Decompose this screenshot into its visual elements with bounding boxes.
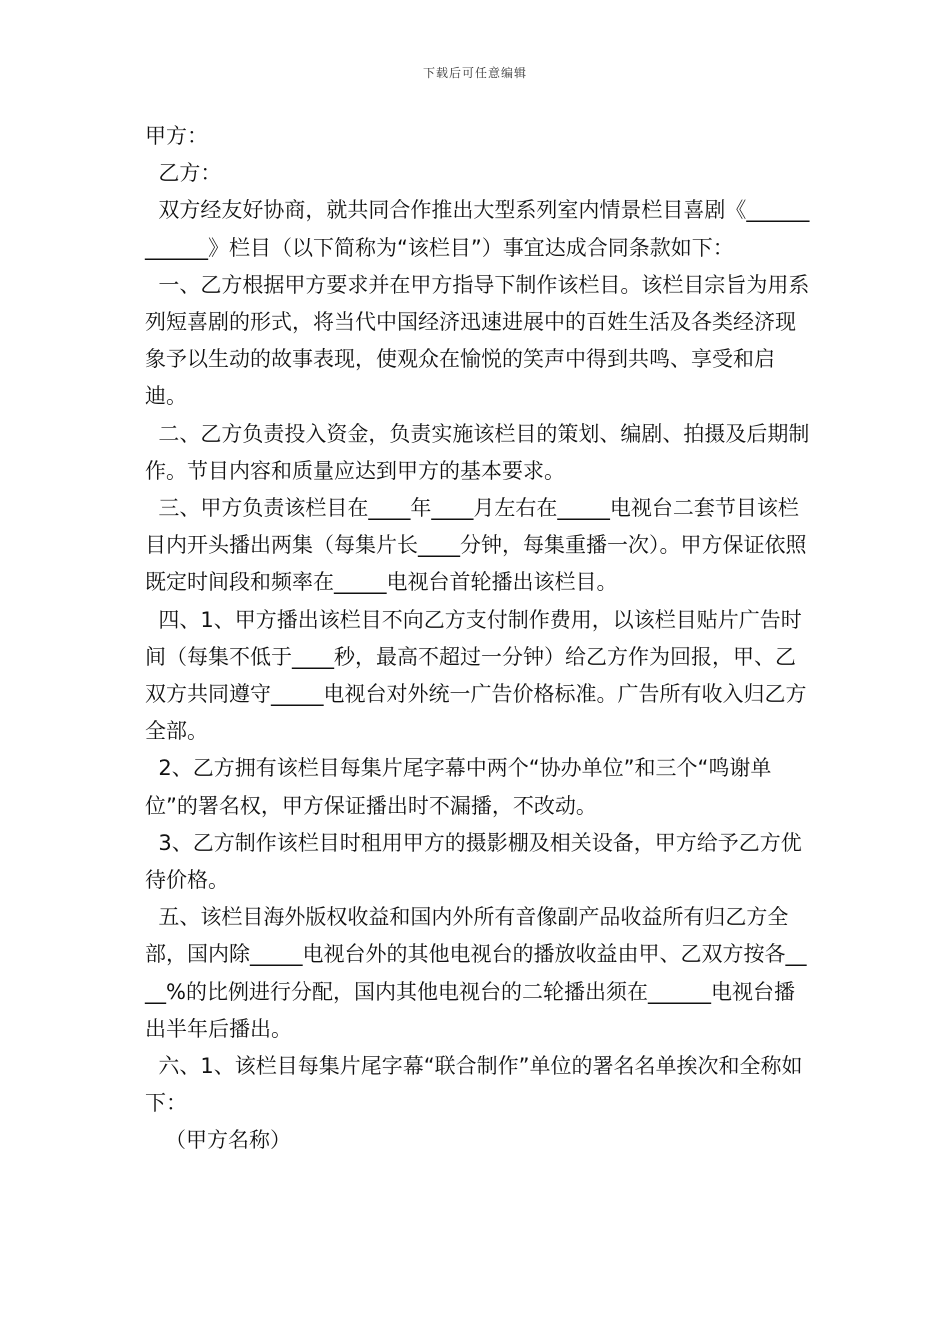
party-b-line: 乙方： bbox=[145, 161, 222, 186]
clause-4-3-paragraph: 3、乙方制作该栏目时租用甲方的摄影棚及相关设备，甲方给予乙方优待价格。 bbox=[145, 830, 802, 893]
party-a-name-line: （甲方名称） bbox=[145, 1128, 292, 1153]
clause-4-1-paragraph: 四、1、甲方播出该栏目不向乙方支付制作费用，以该栏目贴片广告时间（每集不低于____秒，最高不超过一分钟）给乙方作为回报，甲、乙双方共同遵守_____电视台对外统一广告价格标准。广告所有收入归乙方全部。 bbox=[145, 607, 807, 744]
document-body bbox=[145, 118, 810, 1160]
clause-2-paragraph: 二、乙方负责投入资金，负责实施该栏目的策划、编剧、拍摄及后期制作。节目内容和质量应达到甲方的基本要求。 bbox=[145, 421, 810, 483]
clause-5-paragraph: 五、该栏目海外版权收益和国内外所有音像副产品收益所有归乙方全部，国内除_____电视台外的其他电视台的播放收益由甲、乙双方按各____%的比例进行分配，国内其他电视台的二轮播出须在______电视台播出半年后播出。 bbox=[145, 905, 807, 1041]
preamble-paragraph: 双方经友好协商，就共同合作推出大型系列室内情景栏目喜剧《____________》栏目（以下简称为“该栏目”）事宜达成合同条款如下： bbox=[145, 198, 810, 260]
clause-4-2-paragraph: 2、乙方拥有该栏目每集片尾字幕中两个“协办单位”和三个“鸣谢单位”的署名权，甲方保证播出时不漏播，不改动。 bbox=[145, 756, 772, 818]
page-header-note: 下载后可任意编辑 bbox=[422, 66, 527, 80]
clause-3-paragraph: 三、甲方负责该栏目在____年____月左右在_____电视台二套节目该栏目内开头播出两集（每集片长____分钟，每集重播一次）。甲方保证依照既定时间段和频率在_____电视台首轮播出该栏目。 bbox=[145, 496, 807, 595]
clause-1-paragraph: 一、乙方根据甲方要求并在甲方指导下制作该栏目。该栏目宗旨为用系列短喜剧的形式，将当代中国经济迅速进展中的百姓生活及各类经济现象予以生动的故事表现，使观众在愉悦的笑声中得到共鸣、享受和启迪。 bbox=[145, 272, 810, 409]
party-a-line: 甲方： bbox=[145, 124, 208, 148]
clause-6-1-paragraph: 六、1、该栏目每集片尾字幕“联合制作”单位的署名名单挨次和全称如下： bbox=[145, 1054, 803, 1116]
